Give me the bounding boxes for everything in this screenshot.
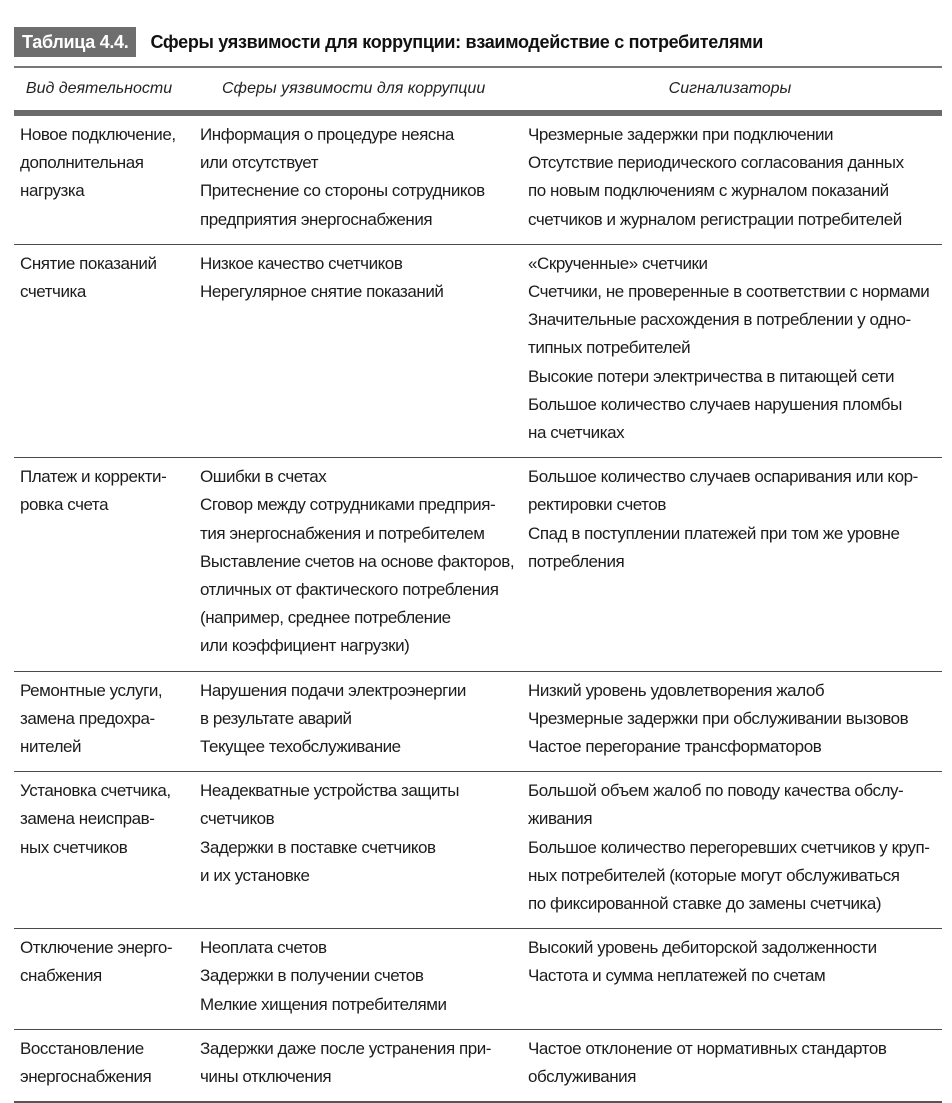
text-line: живания xyxy=(528,809,593,829)
table-row xyxy=(14,245,942,458)
text-line: ных потребителей (которые могут обслуживаться xyxy=(528,865,900,885)
text-line: типных потребителей xyxy=(528,338,691,358)
text-line: счетчиков xyxy=(200,809,275,829)
text-line: предприятия энергоснабжения xyxy=(200,209,433,229)
text-line: по фиксированной ставке до замены счетчика) xyxy=(528,894,882,914)
table-row xyxy=(14,772,942,929)
text-line: отличных от фактического потребления xyxy=(200,580,499,600)
text-line: (например, среднее потребление xyxy=(200,608,451,628)
text-line: Нарушения подачи электроэнергии xyxy=(200,680,466,700)
text-line: обслуживания xyxy=(528,1067,636,1087)
text-line: ных счетчиков xyxy=(20,837,128,857)
cell-vulnerabilities xyxy=(192,250,518,457)
text-line: снабжения xyxy=(20,966,102,986)
text-line: Ошибки в счетах xyxy=(200,467,327,487)
text-line: «Скрученные» счетчики xyxy=(528,253,708,273)
cell-activity xyxy=(14,934,192,1029)
text-line: Сговор между сотрудниками предприя- xyxy=(200,495,496,515)
text-line: Выставление счетов на основе факторов, xyxy=(200,551,515,571)
cell-signals xyxy=(518,463,942,670)
text-line: Низкий уровень удовлетворения жалоб xyxy=(528,680,825,700)
cell-signals xyxy=(518,677,942,772)
text-line: Новое подключение, xyxy=(20,125,176,144)
header-vulnerabilities: Сферы уязвимости для коррупции xyxy=(222,80,486,97)
text-line: Задержки даже после устранения при- xyxy=(200,1038,491,1058)
cell-signals xyxy=(518,1035,942,1101)
text-line: Счетчики, не проверенные в соответствии с нормами xyxy=(528,282,930,302)
text-line: Мелкие хищения потребителями xyxy=(200,994,447,1014)
cell-vulnerabilities xyxy=(192,463,518,670)
text-line: Платеж и корректи- xyxy=(20,467,167,487)
cell-activity xyxy=(14,250,192,457)
text-line: или коэффициент нагрузки) xyxy=(200,636,410,656)
table-number-badge: Таблица 4.4. xyxy=(14,27,136,57)
cell-signals xyxy=(518,934,942,1029)
text-line: Частое отклонение от нормативных стандартов xyxy=(528,1038,887,1058)
text-line: Восстановление xyxy=(20,1038,144,1058)
text-line: Большой объем жалоб по поводу качества обслу- xyxy=(528,781,904,801)
text-line: Ремонтные услуги, xyxy=(20,680,163,700)
text-line: потребления xyxy=(528,551,625,571)
text-line: Большое количество случаев оспаривания или кор- xyxy=(528,467,918,487)
text-line: дополнительная xyxy=(20,153,144,173)
header-signals: Сигнализаторы xyxy=(668,80,792,97)
cell-vulnerabilities xyxy=(192,1035,518,1101)
table-row xyxy=(14,116,942,245)
text-line: Отключение энерго- xyxy=(20,938,173,958)
text-line: Задержки в получении счетов xyxy=(200,966,424,986)
text-line: Большое количество перегоревших счетчиков у круп- xyxy=(528,837,930,857)
vulnerability-table xyxy=(14,66,942,1103)
table-caption xyxy=(14,27,763,57)
table-body xyxy=(14,116,942,1103)
table-row xyxy=(14,1030,942,1103)
text-line: Неоплата счетов xyxy=(200,938,327,958)
text-line: Притеснение со стороны сотрудников xyxy=(200,181,485,201)
table-row xyxy=(14,672,942,773)
text-line: по новым подключениям с журналом показаний xyxy=(528,181,889,201)
text-line: Текущее техобслуживание xyxy=(200,737,401,757)
text-line: Чрезмерные задержки при обслуживании вызовов xyxy=(528,708,909,728)
table-row xyxy=(14,458,942,671)
cell-activity xyxy=(14,777,192,928)
text-line: нителей xyxy=(20,737,82,757)
cell-vulnerabilities xyxy=(192,934,518,1029)
cell-signals xyxy=(518,121,942,244)
text-line: счетчика xyxy=(20,282,86,302)
text-line: Задержки в поставке счетчиков xyxy=(200,837,436,857)
cell-vulnerabilities xyxy=(192,777,518,928)
cell-activity xyxy=(14,677,192,772)
text-line: Нерегулярное снятие показаний xyxy=(200,282,444,302)
text-line: счетчиков и журналом регистрации потребителей xyxy=(528,209,902,229)
text-line: Снятие показаний xyxy=(20,253,157,273)
table-header-row xyxy=(14,68,942,116)
text-line: ректировки счетов xyxy=(528,495,666,515)
table-title: Сферы уязвимости для коррупции: взаимодействие с потребителями xyxy=(150,31,764,52)
text-line: или отсутствует xyxy=(200,153,319,173)
header-activity: Вид деятельности xyxy=(25,80,173,97)
text-line: нагрузка xyxy=(20,181,85,201)
text-line: Отсутствие периодического согласования данных xyxy=(528,153,904,173)
cell-activity xyxy=(14,1035,192,1101)
cell-signals xyxy=(518,250,942,457)
cell-vulnerabilities xyxy=(192,677,518,772)
text-line: и их установке xyxy=(200,865,310,885)
text-line: замена предохра- xyxy=(20,708,155,728)
text-line: Высокие потери электричества в питающей сети xyxy=(528,366,895,386)
text-line: энергоснабжения xyxy=(20,1067,152,1087)
text-line: в результате аварий xyxy=(200,708,352,728)
text-line: Частота и сумма неплатежей по счетам xyxy=(528,966,826,986)
text-line: чины отключения xyxy=(200,1067,332,1087)
cell-activity xyxy=(14,121,192,244)
text-line: Частое перегорание трансформаторов xyxy=(528,737,822,757)
text-line: Значительные расхождения в потреблении у одно- xyxy=(528,310,911,330)
text-line: замена неисправ- xyxy=(20,809,155,829)
cell-signals xyxy=(518,777,942,928)
cell-activity xyxy=(14,463,192,670)
text-line: на счетчиках xyxy=(528,423,625,443)
text-line: Спад в поступлении платежей при том же уровне xyxy=(528,523,900,543)
cell-vulnerabilities xyxy=(192,121,518,244)
text-line: Низкое качество счетчиков xyxy=(200,253,403,273)
text-line: Чрезмерные задержки при подключении xyxy=(528,125,834,144)
text-line: Установка счетчика, xyxy=(20,781,171,801)
text-line: Высокий уровень дебиторской задолженности xyxy=(528,938,877,958)
text-line: тия энергоснабжения и потребителем xyxy=(200,523,485,543)
text-line: Неадекватные устройства защиты xyxy=(200,781,460,801)
table-row xyxy=(14,929,942,1030)
text-line: Информация о процедуре неясна xyxy=(200,125,454,144)
text-line: Большое количество случаев нарушения пломбы xyxy=(528,394,902,414)
text-line: ровка счета xyxy=(20,495,109,515)
